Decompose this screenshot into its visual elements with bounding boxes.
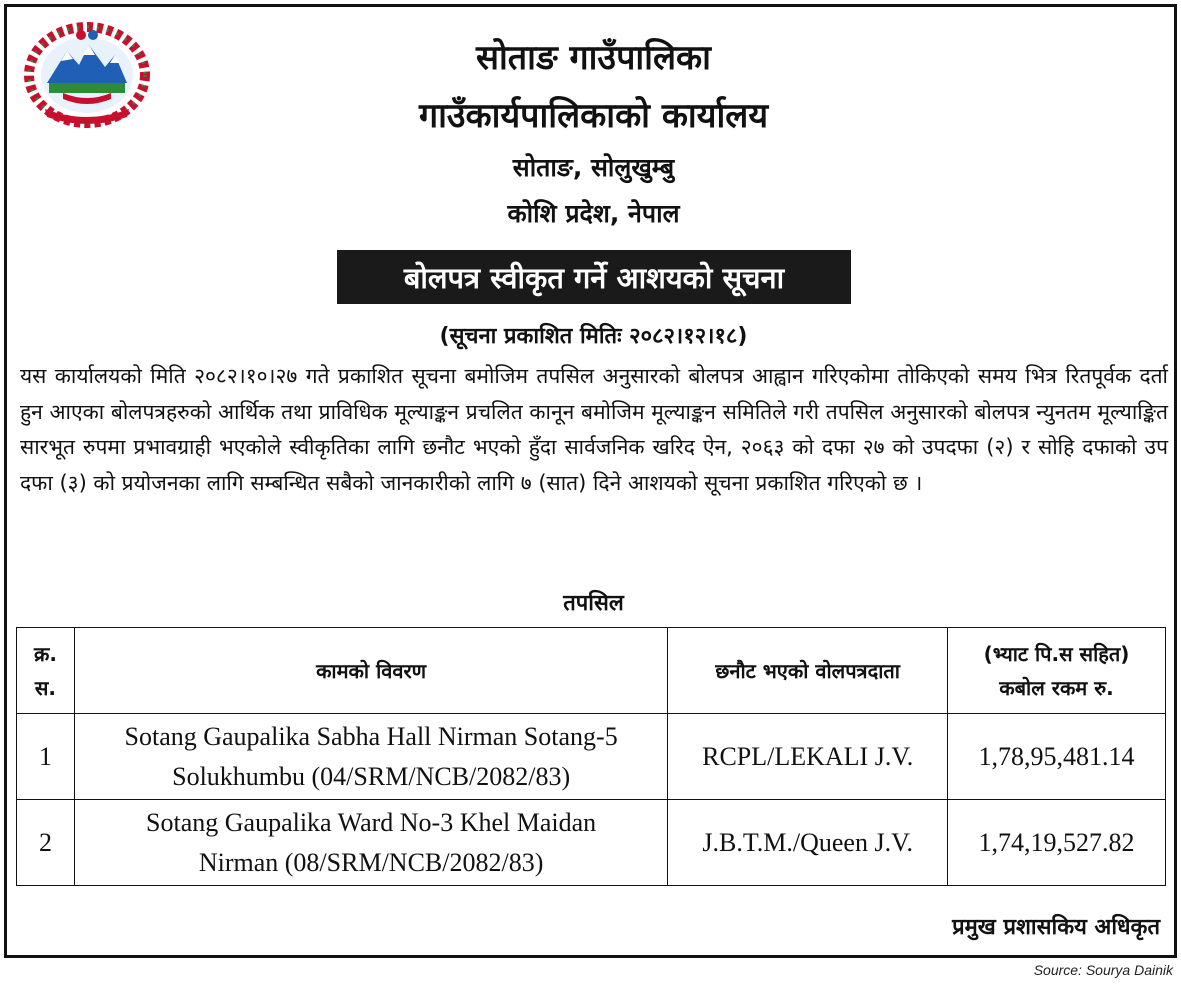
notice-frame [4, 4, 1177, 958]
row-serial: 2 [17, 800, 75, 886]
notice-body: यस कार्यालयको मिति २०८२।१०।२७ गते प्रकाशित सूचना बमोजिम तपसिल अनुसारको बोलपत्र आह्वान गरिएकोमा तोकिएको समय भित्र रितपूर्वक दर्ता हुन आएका बोलपत्रहरुको आर्थिक तथा प्राविधिक मूल्याङ्कन प्रचलित कानून बमोजिम मूल्याङ्कन समितिले गरी तपसिल अनुसारको बोलपत्र न्युनतम मूल्याङ्कित सारभूत रुपमा प्रभावग्राही भएकोले स्वीकृतिका लागि छनौट भएको हुँदा सार्वजनिक खरिद ऐन, २०६३ को दफा २७ को उपदफा (२) र सोहि दफाको उप दफा (३) को प्रयोजनका लागि सम्बन्धित सबैको जानकारीको लागि ७ (सात) दिने आशयको सूचना प्रकाशित गरिएको छ । [20, 364, 1168, 495]
row-description-line2: Nirman (08/SRM/NCB/2082/83) [198, 847, 544, 877]
row-description [74, 714, 667, 800]
row-description-line1: Sotang Gaupalika Sabha Hall Nirman Sotang-5 [124, 721, 618, 751]
row-description-line2: Solukhumbu (04/SRM/NCB/2082/83) [172, 761, 571, 791]
row-amount: 1,78,95,481.14 [948, 714, 1166, 800]
table-heading: तपसिल [563, 591, 624, 616]
table-header-row [17, 628, 1166, 714]
office-location: सोताङ, सोलुखुम्बु [512, 153, 675, 182]
office-header [7, 29, 1180, 237]
header-amount-line2: कबोल रकम रु. [999, 675, 1114, 700]
header-description: कामको विवरण [74, 628, 667, 714]
header-serial-line1: क्र. [33, 641, 57, 666]
bid-table [16, 627, 1166, 886]
notice-title: बोलपत्र स्वीकृत गर्ने आशयको सूचना [337, 250, 851, 304]
row-description-line1: Sotang Gaupalika Ward No-3 Khel Maidan [146, 807, 597, 837]
publish-date: (सूचना प्रकाशित मितिः २०८२।१२।१८) [439, 324, 748, 349]
header-bidder: छनौट भएको वोलपत्रदाता [668, 628, 948, 714]
table-row [17, 714, 1166, 800]
header-amount [948, 628, 1166, 714]
signatory-title: प्रमुख प्रशासकिय अधिकृत [952, 915, 1160, 940]
row-bidder: J.B.T.M./Queen J.V. [668, 800, 948, 886]
header-serial-line2: स. [34, 675, 57, 700]
municipality-name: सोताङ गाउँपालिका [476, 38, 711, 78]
row-bidder: RCPL/LEKALI J.V. [668, 714, 948, 800]
office-name: गाउँकार्यपालिकाको कार्यालय [418, 96, 769, 136]
source-credit: Source: Sourya Dainik [1033, 962, 1173, 978]
row-description [74, 800, 667, 886]
table-row [17, 800, 1166, 886]
row-amount: 1,74,19,527.82 [948, 800, 1166, 886]
row-serial: 1 [17, 714, 75, 800]
header-serial [17, 628, 75, 714]
province-country: कोशि प्रदेश, नेपाल [507, 199, 680, 228]
header-amount-line1: (भ्याट पि.स सहित) [983, 641, 1130, 666]
